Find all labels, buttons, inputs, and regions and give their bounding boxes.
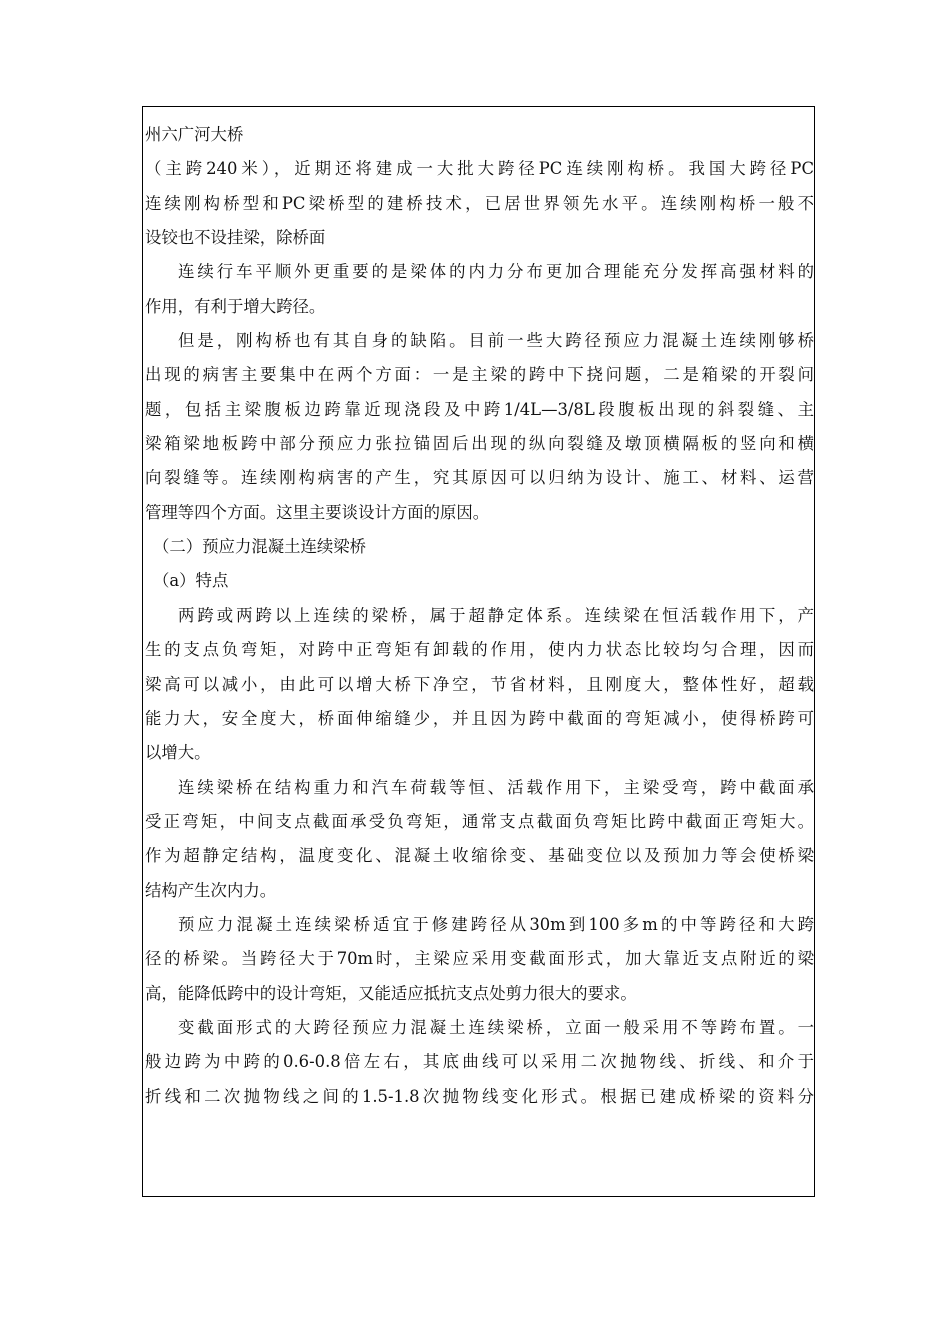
text-line: 梁高可以减小，由此可以增大桥下净空，节省材料，且刚度大，整体性好，超载 <box>145 674 814 694</box>
text-line: 向裂缝等。连续刚构病害的产生，究其原因可以归纳为设计、施工、材料、运营 <box>145 468 814 488</box>
text-line: 管理等四个方面。这里主要谈设计方面的原因。 <box>145 502 490 522</box>
text-line: （主跨240米），近期还将建成一大批大跨径PC连续刚构桥。我国大跨径PC <box>145 159 814 179</box>
document-frame <box>142 106 815 1197</box>
text-line: 两跨或两跨以上连续的梁桥，属于超静定体系。连续梁在恒活载作用下，产 <box>178 605 814 625</box>
text-line: 折线和二次抛物线之间的1.5-1.8次抛物线变化形式。根据已建成桥梁的资料分 <box>145 1086 814 1106</box>
text-line: 变截面形式的大跨径预应力混凝土连续梁桥，立面一般采用不等跨布置。一 <box>178 1017 814 1037</box>
text-line: 州六广河大桥 <box>145 125 244 144</box>
section-heading: （二）预应力混凝土连续梁桥 <box>153 537 367 557</box>
text-line: 作为超静定结构，温度变化、混凝土收缩徐变、基础变位以及预加力等会使桥梁 <box>145 846 814 866</box>
text-line: 生的支点负弯矩，对跨中正弯矩有卸载的作用，使内力状态比较均匀合理，因而 <box>145 640 814 660</box>
document-body <box>145 118 814 1114</box>
text-line: 连续刚构桥型和PC梁桥型的建桥技术，已居世界领先水平。连续刚构桥一般不 <box>145 193 814 213</box>
text-line: 高，能降低跨中的设计弯矩，又能适应抵抗支点处剪力很大的要求。 <box>145 983 637 1003</box>
text-line: 题，包括主梁腹板边跨靠近现浇段及中跨1/4L—3/8L段腹板出现的斜裂缝、主 <box>145 399 814 419</box>
text-line: 梁箱梁地板跨中部分预应力张拉锚固后出现的纵向裂缝及墩顶横隔板的竖向和横 <box>145 434 814 454</box>
subsection-heading: （a）特点 <box>153 571 229 591</box>
text-line: 设铰也不设挂梁，除桥面 <box>145 228 326 248</box>
text-line: 受正弯矩，中间支点截面承受负弯矩，通常支点截面负弯矩比跨中截面正弯矩大。 <box>145 811 814 831</box>
text-line: 作用，有利于增大跨径。 <box>145 296 326 316</box>
text-line: 预应力混凝土连续梁桥适宜于修建跨径从30m到100多m的中等跨径和大跨 <box>178 914 814 934</box>
text-line: 连续梁桥在结构重力和汽车荷载等恒、活载作用下，主梁受弯，跨中截面承 <box>178 777 814 797</box>
text-line: 结构产生次内力。 <box>145 880 277 900</box>
text-line: 般边跨为中跨的0.6-0.8倍左右，其底曲线可以采用二次抛物线、折线、和介于 <box>145 1052 814 1072</box>
text-line: 连续行车平顺外更重要的是梁体的内力分布更加合理能充分发挥高强材料的 <box>178 262 814 282</box>
text-line: 径的桥梁。当跨径大于70m时，主梁应采用变截面形式，加大靠近支点附近的梁 <box>145 949 814 969</box>
text-line: 以增大。 <box>145 743 211 763</box>
text-line: 能力大，安全度大，桥面伸缩缝少，并且因为跨中截面的弯矩减小，使得桥跨可 <box>145 708 814 728</box>
text-line: 但是，刚构桥也有其自身的缺陷。目前一些大跨径预应力混凝土连续刚够桥 <box>178 331 814 351</box>
text-line: 出现的病害主要集中在两个方面：一是主梁的跨中下挠问题，二是箱梁的开裂问 <box>145 365 814 385</box>
